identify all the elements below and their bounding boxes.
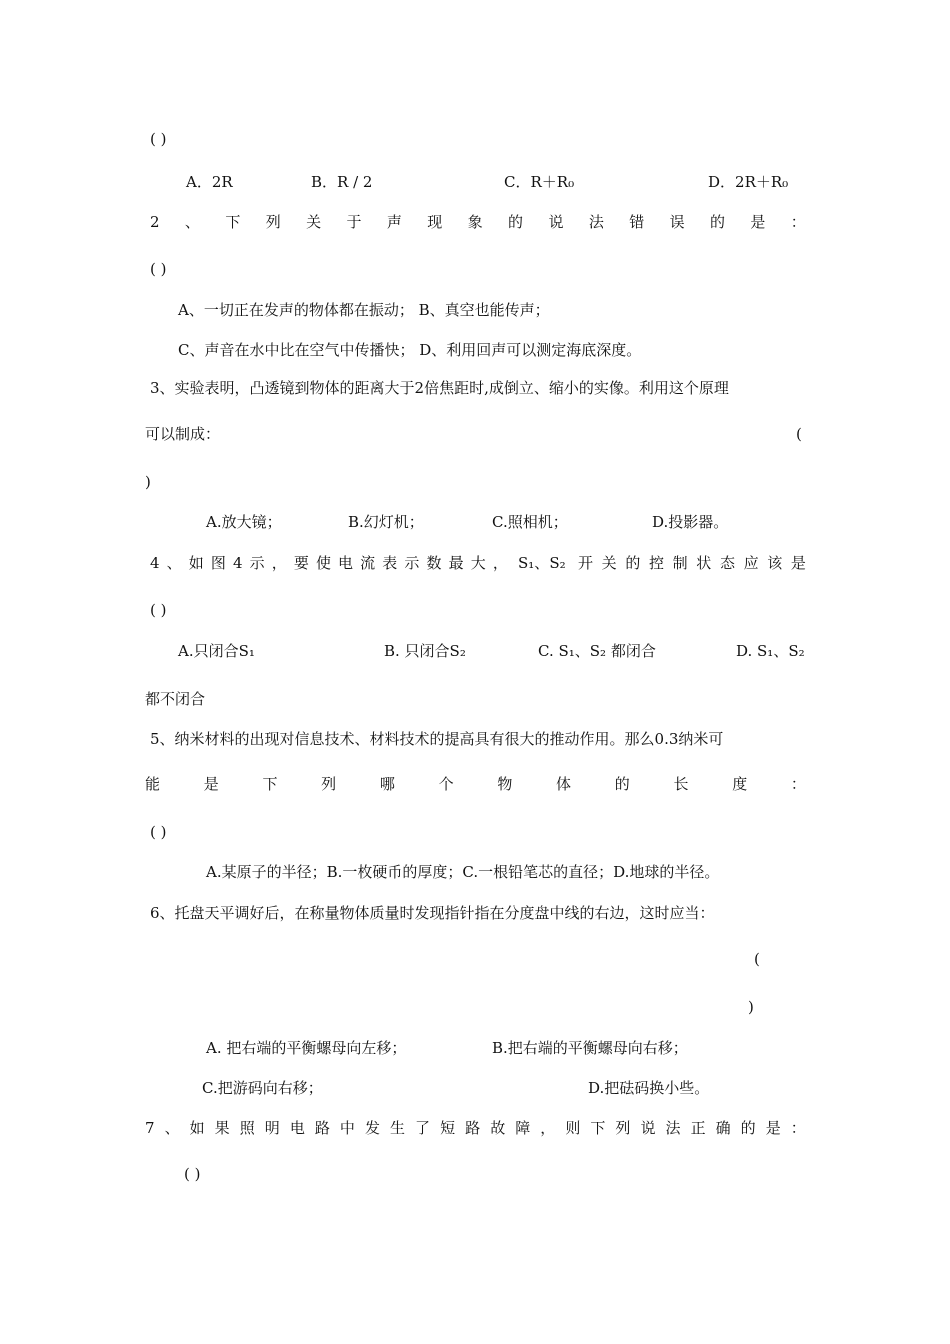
q4-question-char: 态 [719, 554, 735, 572]
q4-question-char: 示 [249, 554, 265, 572]
q1-answer-bracket: ( ) [150, 130, 167, 148]
q4-question-char: 示 [404, 554, 420, 572]
q6-option-b: B.把右端的平衡螺母向右移； [492, 1039, 688, 1057]
q7-question-char: 果 [214, 1119, 230, 1137]
q5-question-char: 物 [497, 775, 513, 793]
q5-question-char: 体 [556, 775, 572, 793]
q4-question-char: 该 [767, 554, 783, 572]
q2-question-char: 的 [710, 213, 726, 231]
q7-question-char: 故 [490, 1119, 506, 1137]
q4-option-b: B. 只闭合S₂ [384, 642, 466, 660]
q4-question-char: 的 [625, 554, 641, 572]
q4-question-char: 控 [648, 554, 664, 572]
q4-answer-bracket: ( ) [150, 601, 167, 619]
q7-question-char: 发 [364, 1119, 380, 1137]
q7-question-char: 法 [665, 1119, 681, 1137]
q2-question-char: 列 [265, 213, 281, 231]
q5-question-text-2 [145, 774, 806, 794]
q4-question-char: 电 [338, 554, 354, 572]
q2-question-char: 下 [225, 213, 241, 231]
q4-question-char: 要 [293, 554, 309, 572]
q2-question-char: 法 [588, 213, 604, 231]
q7-question-char: 短 [440, 1119, 456, 1137]
q2-question-char: 声 [386, 213, 402, 231]
q5-options: A.某原子的半径；B.一枚硬币的厚度；C.一根铅笔芯的直径；D.地球的半径。 [206, 863, 720, 881]
q6-option-a: A. 把右端的平衡螺母向左移； [206, 1039, 407, 1057]
q3-bracket-close: ) [145, 473, 151, 491]
q2-question-char: 错 [629, 213, 645, 231]
q4-question-char: 如 [188, 554, 204, 572]
q4-s1: S₁ [518, 554, 535, 572]
q4-question-char: 最 [448, 554, 464, 572]
q6-bracket-open: ( [754, 950, 760, 968]
q4-question-char: 4 [150, 554, 160, 572]
q4-question-text-2 [578, 553, 806, 573]
q4-option-d: D. S₁、S₂ [736, 642, 805, 660]
q2-question-text [150, 212, 806, 232]
q5-question-char: 哪 [379, 775, 395, 793]
q3-option-b: B.幻灯机； [348, 513, 424, 531]
q1-option-d: D．2R＋R₀ [708, 173, 789, 191]
q5-question-char: 的 [614, 775, 630, 793]
q7-question-char: 、 [164, 1119, 180, 1137]
q3-question-text-2: 可以制成： [145, 425, 221, 443]
q4-question-char: 状 [696, 554, 712, 572]
q7-question-char: 电 [289, 1119, 305, 1137]
q7-question-char: 照 [239, 1119, 255, 1137]
q2-question-char: 、 [184, 213, 200, 231]
q7-question-char: 障 [515, 1119, 531, 1137]
q4-question-char: 大 [470, 554, 486, 572]
q7-question-char: 则 [565, 1119, 581, 1137]
q4-question-char: 应 [743, 554, 759, 572]
q7-question-char: 明 [264, 1119, 280, 1137]
q2-question-char: 现 [427, 213, 443, 231]
q5-question-char: 列 [321, 775, 337, 793]
q2-question-char: 象 [467, 213, 483, 231]
q7-question-char: 是 [765, 1119, 781, 1137]
q7-question-char: 列 [615, 1119, 631, 1137]
q4-question-char: 4 [232, 554, 243, 572]
q6-option-d: D.把砝码换小些。 [588, 1079, 710, 1097]
q5-answer-bracket: ( ) [150, 823, 167, 841]
q2-options-cd: C、声音在水中比在空气中传播快； D、利用回声可以测定海底深度。 [178, 341, 642, 359]
q5-question-char: 能 [145, 775, 161, 793]
q6-question-text: 6、托盘天平调好后，在称量物体质量时发现指针指在分度盘中线的右边，这时应当： [150, 904, 715, 922]
q2-question-char: ： [790, 213, 806, 231]
q4-option-d-tail: 都不闭合 [145, 690, 206, 708]
q4-question-char: 图 [210, 554, 226, 572]
q7-question-char: 了 [415, 1119, 431, 1137]
q5-question-char: 个 [438, 775, 454, 793]
q7-question-char: 如 [189, 1119, 205, 1137]
q7-question-char: 确 [715, 1119, 731, 1137]
q2-question-char: 的 [508, 213, 524, 231]
q5-question-char: 下 [262, 775, 278, 793]
q4-question-char: ， [271, 554, 287, 572]
q7-answer-bracket: ( ) [184, 1165, 201, 1183]
q1-option-b: B．R / 2 [311, 173, 373, 191]
q7-question-char: 正 [690, 1119, 706, 1137]
q4-question-char: 开 [578, 554, 594, 572]
q4-question-char: 流 [360, 554, 376, 572]
q4-question-char: 制 [672, 554, 688, 572]
q2-question-char: 关 [306, 213, 322, 231]
q7-question-char: 中 [339, 1119, 355, 1137]
q4-question-char: 、 [166, 554, 182, 572]
q4-question-char: 使 [315, 554, 331, 572]
q7-question-char: 的 [740, 1119, 756, 1137]
q5-question-char: ： [790, 775, 806, 793]
q4-question-char: 数 [426, 554, 442, 572]
q2-question-char: 误 [669, 213, 685, 231]
q1-option-c: C．R＋R₀ [504, 173, 575, 191]
q7-question-char: ， [540, 1119, 556, 1137]
q5-question-char: 度 [732, 775, 748, 793]
q4-question-text [150, 553, 508, 573]
q7-question-char: 7 [145, 1119, 155, 1137]
q4-question-char: 表 [382, 554, 398, 572]
q2-options-ab: A、一切正在发声的物体都在振动； B、真空也能传声； [178, 301, 550, 319]
q7-question-char: 路 [314, 1119, 330, 1137]
q3-option-c: C.照相机； [492, 513, 568, 531]
q4-question-char: ， [492, 554, 508, 572]
q6-option-c: C.把游码向右移； [202, 1079, 323, 1097]
q2-answer-bracket: ( ) [150, 260, 167, 278]
q4-question-char: 关 [601, 554, 617, 572]
q3-option-d: D.投影器。 [652, 513, 729, 531]
q3-question-text: 3、实验表明，凸透镜到物体的距离大于2倍焦距时,成倒立、缩小的实像。利用这个原理 [150, 379, 729, 397]
q5-question-char: 长 [673, 775, 689, 793]
q2-question-char: 于 [346, 213, 362, 231]
q2-question-char: 是 [750, 213, 766, 231]
q7-question-char: 生 [390, 1119, 406, 1137]
q3-bracket-open: ( [796, 425, 802, 443]
q7-question-text [145, 1118, 806, 1138]
q7-question-char: 说 [640, 1119, 656, 1137]
q2-question-char: 2 [150, 213, 160, 231]
q6-bracket-close: ) [748, 998, 754, 1016]
q5-question-char: 是 [203, 775, 219, 793]
q4-option-c: C. S₁、S₂ 都闭合 [538, 642, 656, 660]
q4-question-char: 是 [790, 554, 806, 572]
q3-option-a: A.放大镜； [206, 513, 282, 531]
q4-option-a: A.只闭合S₁ [178, 642, 255, 660]
q5-question-text: 5、纳米材料的出现对信息技术、材料技术的提高具有很大的推动作用。那么0.3纳米可 [150, 730, 724, 748]
q2-question-char: 说 [548, 213, 564, 231]
q4-s2: S₂ [549, 554, 566, 572]
q7-question-char: 下 [590, 1119, 606, 1137]
q7-question-char: 路 [465, 1119, 481, 1137]
q1-option-a: A．2R [186, 173, 233, 191]
q4-separator: 、 [534, 554, 550, 572]
q4-switches [518, 553, 566, 573]
q7-question-char: ： [790, 1119, 806, 1137]
